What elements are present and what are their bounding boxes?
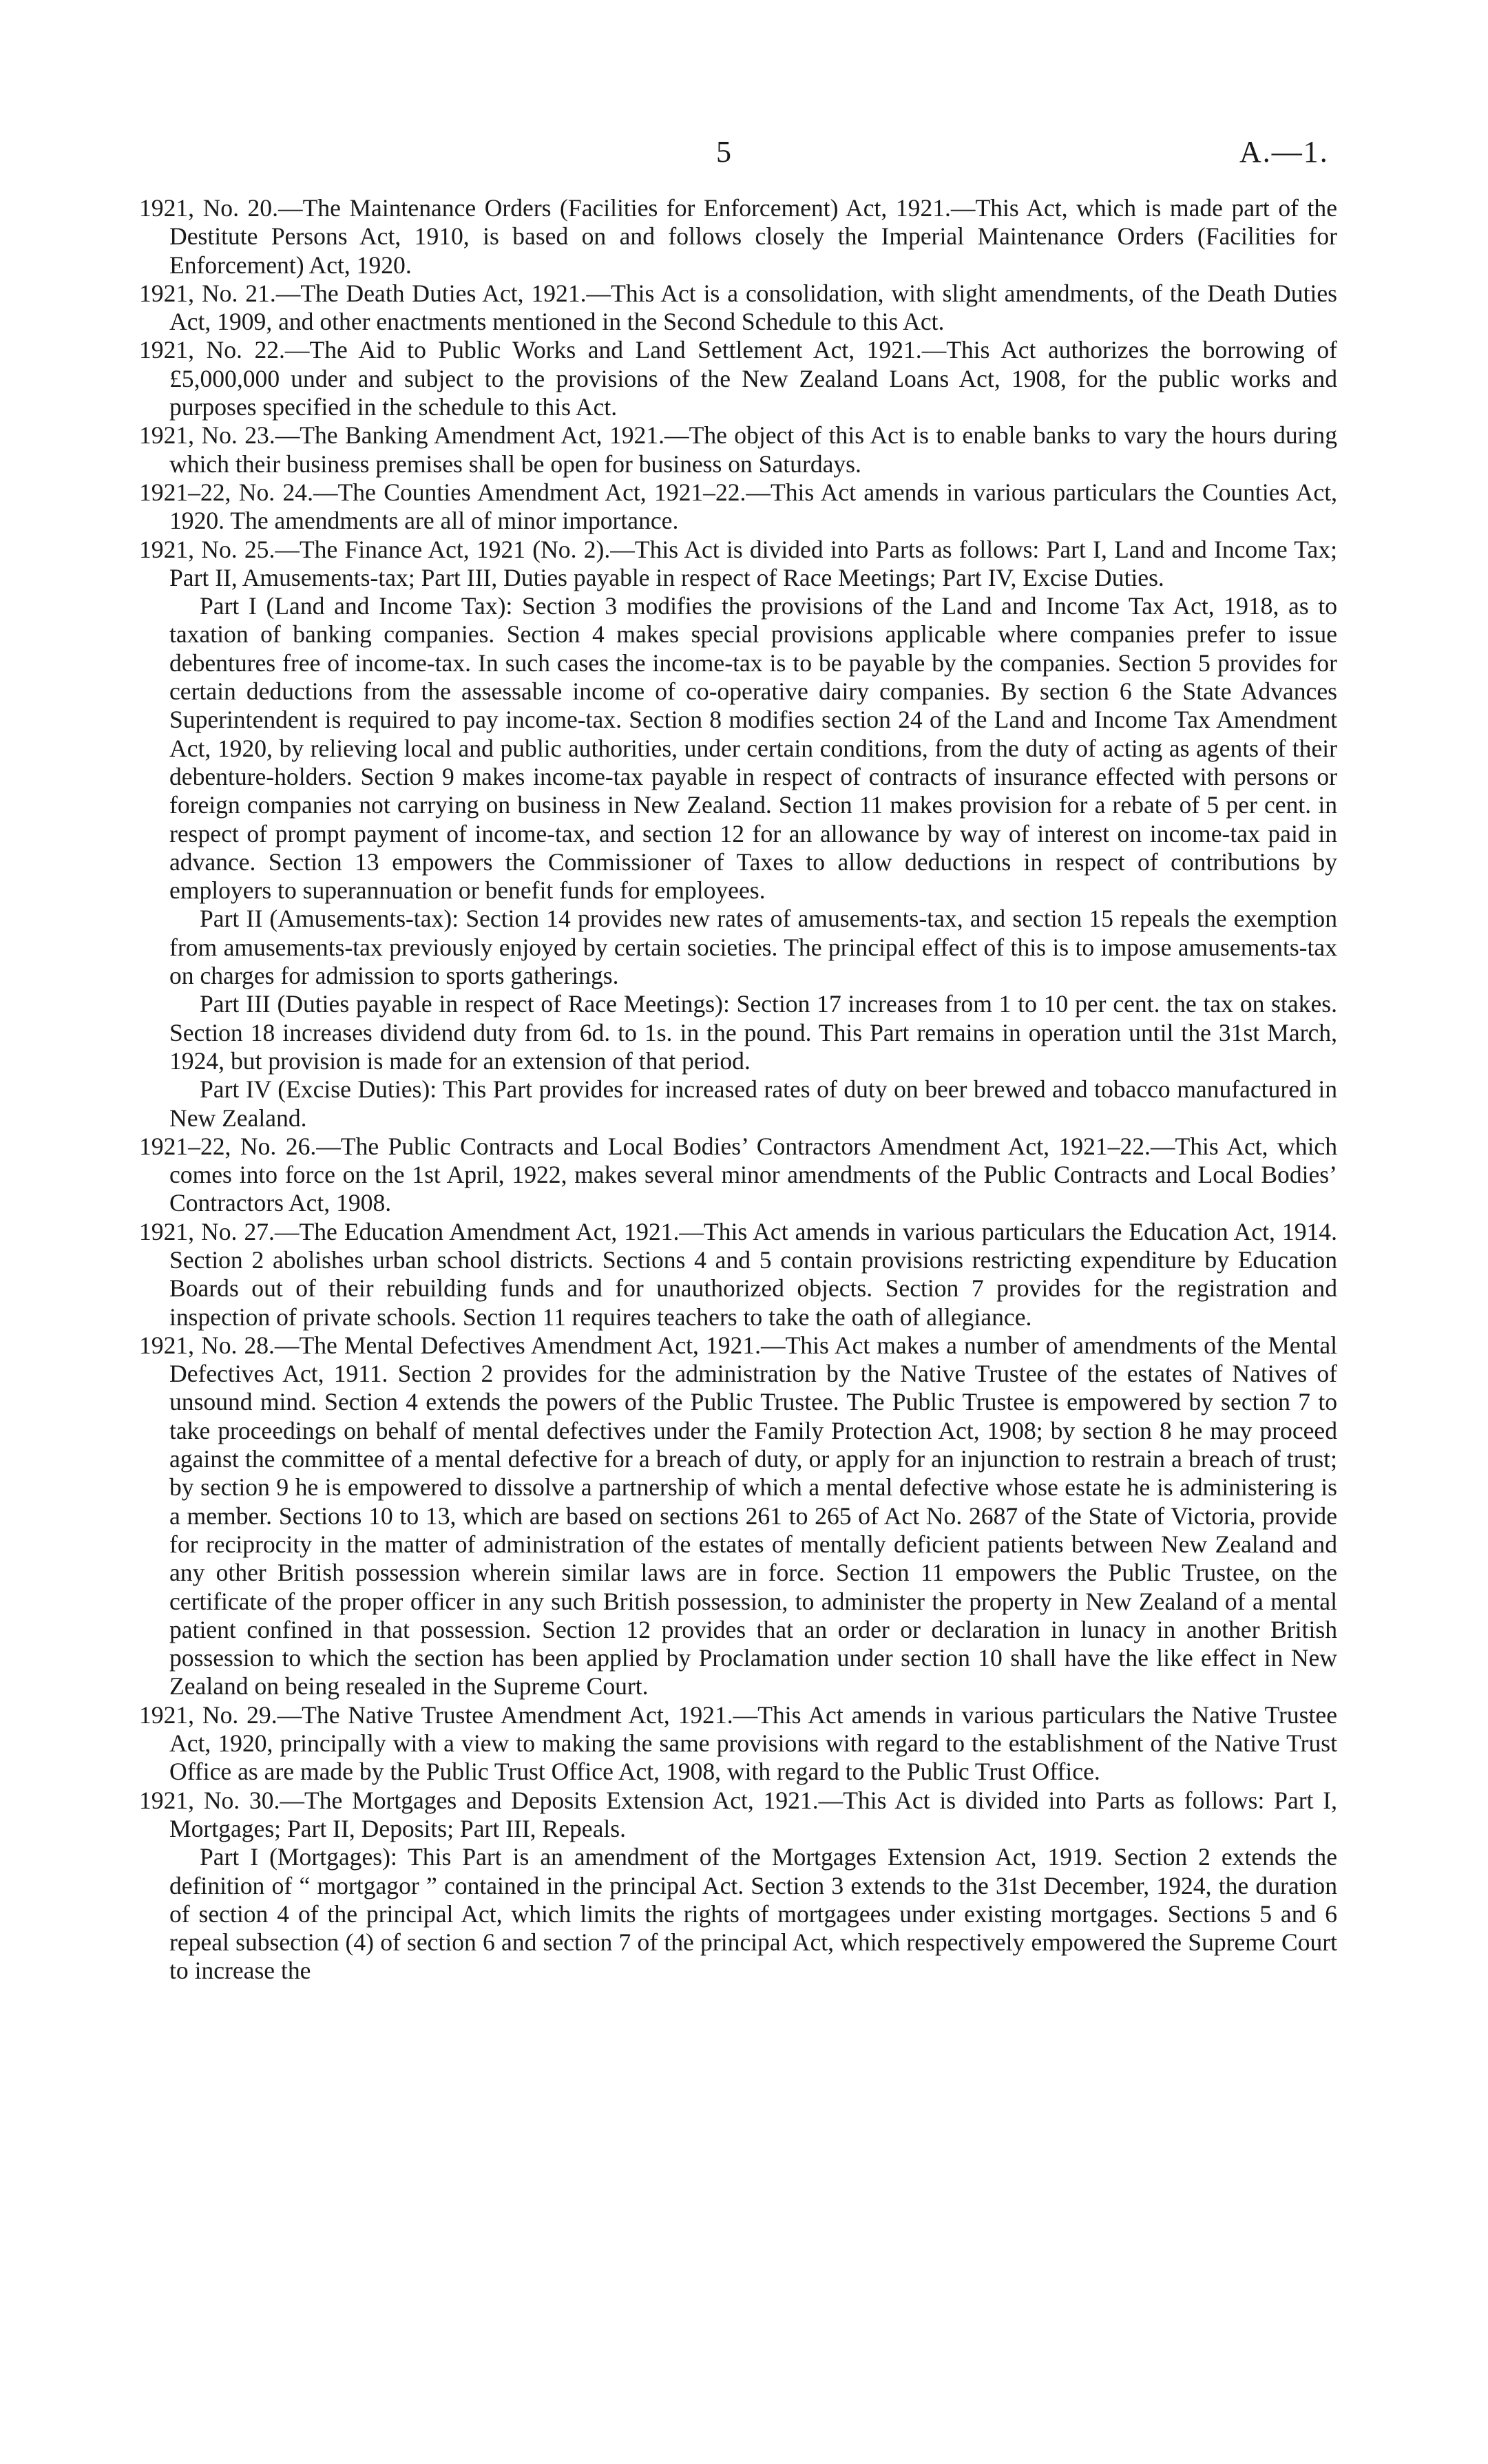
act-entry: 1921, No. 22.—The Aid to Public Works and Land Settlement Act, 1921.—This Act authorizes the borrowing of £5,000,000 under and subject to the provisions of the New Zealand Loans Act, 1908, for the public works and purposes specified in the schedule to this Act.	[139, 336, 1337, 421]
act-entry: 1921, No. 30.—The Mortgages and Deposits Extension Act, 1921.—This Act is divided into Parts as follows: Part I, Mortgages; Part II, Deposits; Part III, Repeals.	[139, 1786, 1337, 1842]
page-number: 5	[716, 135, 731, 169]
act-entry: 1921, No. 21.—The Death Duties Act, 1921.—This Act is a consolidation, with slight amendments, of the Death Duties Act, 1909, and other enactments mentioned in the Second Schedule to this Act.	[139, 279, 1337, 336]
document-reference: A.—1.	[1239, 135, 1329, 169]
page-header	[0, 134, 1488, 182]
act-entry: 1921, No. 27.—The Education Amendment Act, 1921.—This Act amends in various particulars the Education Act, 1914. Section 2 abolishes urban school districts. Sections 4 and 5 contain provisions restricting expenditure by Education Boards out of their rebuilding funds and for unauthorized objects. Section 7 provides for the registration and inspection of private schools. Section 11 requires teachers to take the oath of allegiance.	[139, 1217, 1337, 1331]
act-sub-paragraph: Part I (Mortgages): This Part is an amendment of the Mortgages Extension Act, 1919. Section 2 extends the definition of “ mortgagor ” contained in the principal Act. Section 3 extends to the 31st December, 1924, the duration of section 4 of the principal Act, which limits the rights of mortgagees under existing mortgages. Sections 5 and 6 repeal subsection (4) of section 6 and section 7 of the principal Act, which respectively empowered the Supreme Court to increase the	[169, 1843, 1337, 1985]
act-sub-paragraph: Part IV (Excise Duties): This Part provides for increased rates of duty on beer brewed and tobacco manufactured in New Zealand.	[169, 1075, 1337, 1132]
act-sub-paragraph: Part II (Amusements-tax): Section 14 provides new rates of amusements-tax, and section 15 repeals the exemption from amusements-tax previously enjoyed by certain societies. The principal effect of this is to impose amusements-tax on charges for admission to sports gatherings.	[169, 905, 1337, 990]
act-entry: 1921, No. 29.—The Native Trustee Amendment Act, 1921.—This Act amends in various particulars the Native Trustee Act, 1920, principally with a view to making the same provisions with regard to the establishment of the Native Trust Office as are made by the Public Trust Office Act, 1908, with regard to the Public Trust Office.	[139, 1700, 1337, 1786]
act-entry: 1921, No. 20.—The Maintenance Orders (Facilities for Enforcement) Act, 1921.—This Act, which is made part of the Destitute Persons Act, 1910, is based on and follows closely the Imperial Maintenance Orders (Facilities for Enforcement) Act, 1920.	[139, 194, 1337, 279]
act-entry: 1921, No. 25.—The Finance Act, 1921 (No. 2).—This Act is divided into Parts as follows: Part I, Land and Income Tax; Part II, Amusements-tax; Part III, Duties payable in respect of Race Meetings; Part IV, Excise Duties.	[139, 535, 1337, 591]
act-entry: 1921, No. 23.—The Banking Amendment Act, 1921.—The object of this Act is to enable banks to vary the hours during which their business premises shall be open for business on Saturdays.	[139, 421, 1337, 478]
act-entry: 1921–22, No. 26.—The Public Contracts and Local Bodies’ Contractors Amendment Act, 1921–22.—This Act, which comes into force on the 1st April, 1922, makes several minor amendments of the Public Contracts and Local Bodies’ Contractors Act, 1908.	[139, 1132, 1337, 1217]
act-sub-paragraph: Part I (Land and Income Tax): Section 3 modifies the provisions of the Land and Income Tax Act, 1918, as to taxation of banking companies. Section 4 makes special provisions applicable where companies prefer to issue debentures free of income-tax. In such cases the income-tax is to be payable by the companies. Section 5 provides for certain deductions from the assessable income of co-operative dairy companies. By section 6 the State Advances Superintendent is required to pay income-tax. Section 8 modifies section 24 of the Land and Income Tax Amendment Act, 1920, by relieving local and public authorities, under certain conditions, from the duty of acting as agents of their debenture-holders. Section 9 makes income-tax payable in respect of contracts of insurance effected with persons or foreign companies not carrying on business in New Zealand. Section 11 makes provision for a rebate of 5 per cent. in respect of prompt payment of income-tax, and section 12 for an allowance by way of interest on income-tax paid in advance. Section 13 empowers the Commissioner of Taxes to allow deductions in respect of contributions by employers to superannuation or benefit funds for employees.	[169, 592, 1337, 905]
document-body	[139, 194, 1337, 1986]
act-entry: 1921–22, No. 24.—The Counties Amendment Act, 1921–22.—This Act amends in various particulars the Counties Act, 1920. The amendments are all of minor importance.	[139, 478, 1337, 535]
act-entry: 1921, No. 28.—The Mental Defectives Amendment Act, 1921.—This Act makes a number of amendments of the Mental Defectives Act, 1911. Section 2 provides for the administration by the Native Trustee of the estates of Natives of unsound mind. Section 4 extends the powers of the Public Trustee. The Public Trustee is empowered by section 7 to take proceedings on behalf of mental defectives under the Family Protection Act, 1908; by section 8 he may proceed against the committee of a mental defective for a breach of duty, or apply for an injunction to restrain a breach of trust; by section 9 he is empowered to dissolve a partnership of which a mental defective whose estate he is administering is a member. Sections 10 to 13, which are based on sections 261 to 265 of Act No. 2687 of the State of Victoria, provide for reciprocity in the matter of administration of the estates of mentally deficient patients between New Zealand and any other British possession wherein similar laws are in force. Section 11 empowers the Public Trustee, on the certificate of the proper officer in any such British possession, to administer the property in New Zealand of a mental patient confined in that possession. Section 12 provides that an order or declaration in lunacy in another British possession to which the section has been applied by Proclamation under section 10 shall have the like effect in New Zealand on being resealed in the Supreme Court.	[139, 1331, 1337, 1700]
act-sub-paragraph: Part III (Duties payable in respect of Race Meetings): Section 17 increases from 1 to 10 per cent. the tax on stakes. Section 18 increases dividend duty from 6d. to 1s. in the pound. This Part remains in operation until the 31st March, 1924, but provision is made for an extension of that period.	[169, 990, 1337, 1075]
